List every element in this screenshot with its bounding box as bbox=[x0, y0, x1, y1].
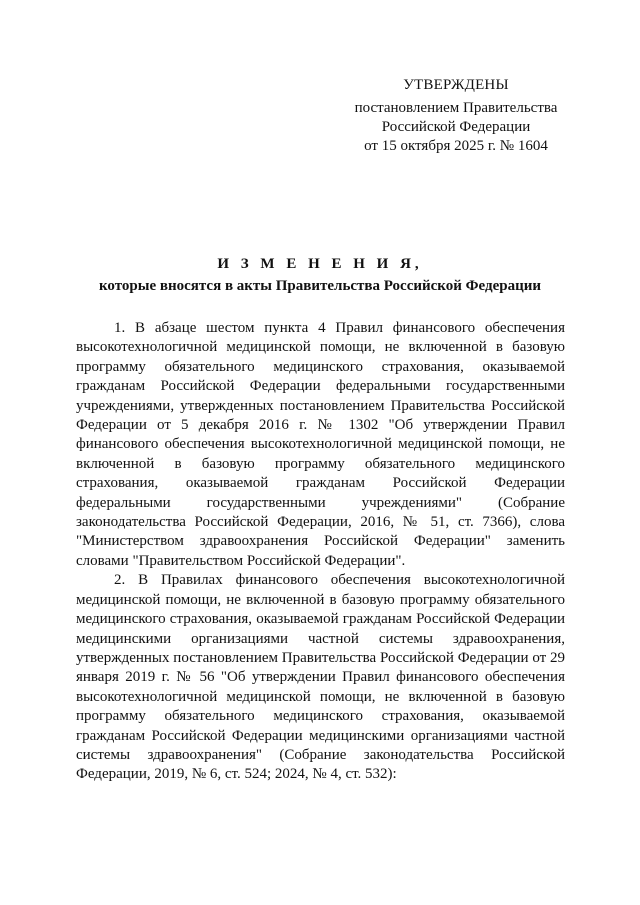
approval-block bbox=[336, 76, 576, 156]
paragraph-2: 2. В Правилах финансового обеспечения высокотехнологичной медицинской помощи, не включенной в базовую программу обязательного медицинского страхования, оказываемой гражданам Российской Федерации медицинскими организациями частной системы здравоохранения, утвержденных постановлением Правительства Российской Федерации от 29 января 2019 г. № 56 "Об утверждении Правил финансового обеспечения высокотехнологичной медицинской помощи, не включенной в базовую программу обязательного медицинского страхования, оказываемой гражданам Российской Федерации медицинскими организациями частной системы здравоохранения" (Собрание законодательства Российской Федерации, 2019, № 6, ст. 524; 2024, № 4, ст. 532): bbox=[76, 572, 565, 783]
paragraph-1: 1. В абзаце шестом пункта 4 Правил финансового обеспечения высокотехнологичной медицинской помощи, не включенной в базовую программу обязательного медицинского страхования, оказываемой гражданам Российской Федерации федеральными государственными учреждениями, утвержденных постановлением Правительства Российской Федерации от 5 декабря 2016 г. № 1302 "Об утверждении Правил финансового обеспечения высокотехнологичной медицинской помощи, не включенной в базовую программу обязательного медицинского страхования, оказываемой гражданам Российской Федерации федеральными государственными учреждениями" (Собрание законодательства Российской Федерации, 2016, № 51, ст. 7366), слова "Министерством здравоохранения Российской Федерации" заменить словами "Правительством Российской Федерации". bbox=[76, 320, 565, 569]
approval-line-2: Российской Федерации bbox=[381, 119, 531, 135]
document-title: И З М Е Н Е Н И Я, bbox=[217, 256, 423, 272]
document-body bbox=[76, 319, 565, 785]
document-subtitle: которые вносятся в акты Правительства Российской Федерации bbox=[98, 278, 542, 294]
approval-stamp: УТВЕРЖДЕНЫ bbox=[403, 77, 509, 93]
approval-line-3: от 15 октября 2025 г. № 1604 bbox=[364, 138, 548, 154]
approval-line-1: постановлением Правительства bbox=[354, 100, 558, 116]
